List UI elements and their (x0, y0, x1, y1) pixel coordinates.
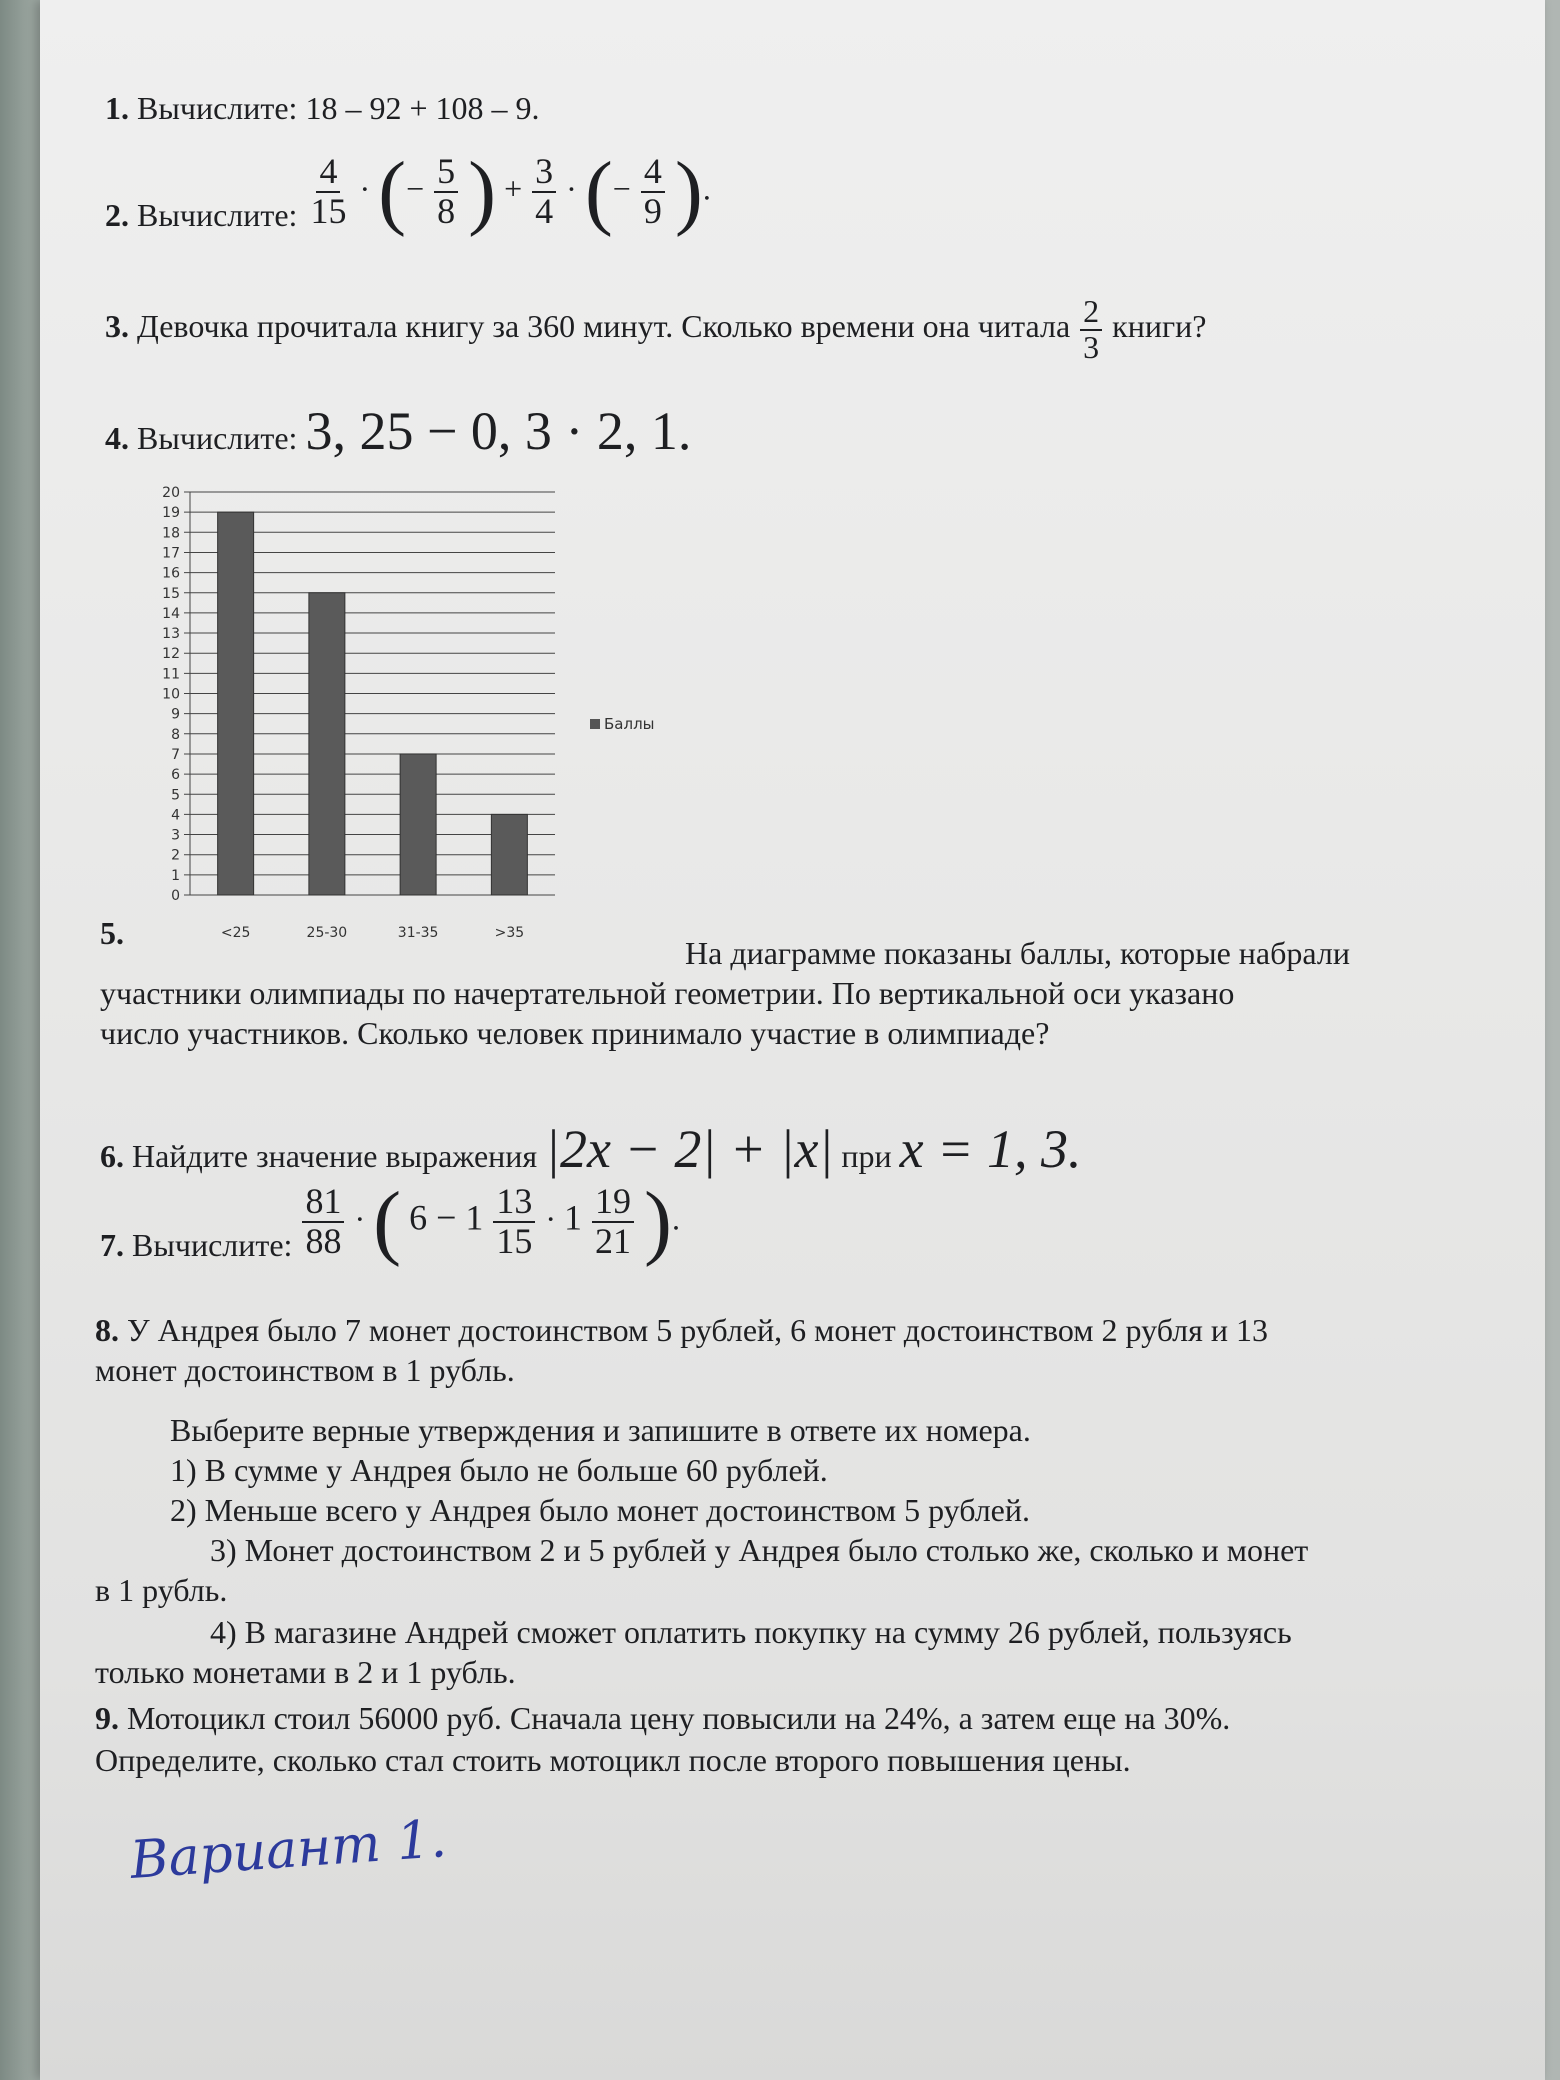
y-tick-label: 8 (171, 726, 180, 743)
task-text-tail: книги? (1112, 307, 1207, 344)
task-label: Вычислите: (137, 90, 298, 126)
task-condition: x = 1, 3. (899, 1119, 1082, 1179)
bar (309, 593, 345, 895)
y-tick-label: 12 (162, 646, 180, 663)
task-1 (105, 90, 539, 127)
x-tick-label: >35 (494, 925, 525, 941)
task-4 (105, 400, 691, 462)
task-3 (105, 295, 1206, 364)
task-number: 2. (105, 197, 129, 234)
y-tick-label: 3 (171, 827, 180, 844)
task-8-option-4: 4) В магазине Андрей сможет оплатить покупку на сумму 26 рублей, пользуясь (210, 1614, 1292, 1650)
task-label: Вычислите: (132, 1227, 293, 1264)
x-tick-label: <25 (220, 925, 251, 941)
y-tick-label: 16 (162, 565, 180, 582)
task-text: Найдите значение выражения (132, 1138, 538, 1174)
task-2: 2. Вычислите: $\frac{4}{15}$ · (− $\frac{5}{8}$ ) + $\frac{3}{4}$ · (− $\frac{4}{9}$ ). (105, 145, 711, 238)
y-tick-label: 6 (171, 767, 180, 784)
task-8-line1 (95, 1312, 1268, 1349)
handwritten-variant-label: Вариант 1. (128, 1809, 449, 1891)
y-tick-label: 1 (171, 867, 180, 884)
legend-swatch (590, 719, 600, 729)
y-tick-label: 17 (162, 545, 180, 562)
fraction: $\frac{2}{3}$ (1080, 295, 1102, 364)
fraction: $\frac{81}{88}$ (302, 1183, 344, 1261)
task-pri: при (841, 1138, 892, 1174)
y-tick-label: 18 (162, 525, 180, 542)
task-text: Девочка прочитала книгу за 360 минут. Сколько времени она читала (137, 307, 1071, 344)
task-9-line1 (95, 1700, 1230, 1737)
task-8-line2: монет достоинством в 1 рубль. (95, 1352, 515, 1388)
task-number: 7. (100, 1227, 124, 1264)
task-label: Вычислите: (137, 197, 298, 234)
task-number: 6. (100, 1138, 124, 1174)
task-number: 3. (105, 307, 129, 344)
y-tick-label: 20 (162, 485, 180, 501)
task-text: У Андрея было 7 монет достоинством 5 рублей, 6 монет достоинством 2 рубля и 13 (127, 1312, 1268, 1348)
task-8-option-3: 3) Монет достоинством 2 и 5 рублей у Андрея было столько же, сколько и монет (210, 1532, 1309, 1568)
y-tick-label: 10 (162, 686, 180, 703)
y-tick-label: 13 (162, 626, 180, 643)
legend-label: Баллы (604, 715, 655, 733)
y-tick-label: 9 (171, 706, 180, 723)
task-9-line2: Определите, сколько стал стоить мотоцикл после второго повышения цены. (95, 1742, 1131, 1778)
task-8-intro: Выберите верные утверждения и запишите в ответе их номера. (170, 1412, 1031, 1448)
task-8-option-4-cont: только монетами в 2 и 1 рубль. (95, 1654, 516, 1690)
fraction: $\frac{3}{4}$ (532, 153, 556, 231)
task-number: 4. (105, 420, 129, 456)
task-number: 5. (100, 915, 124, 951)
chart-legend (590, 715, 655, 733)
y-tick-label: 15 (162, 585, 180, 602)
x-tick-label: 31-35 (397, 925, 439, 941)
task-8-option-2: 2) Меньше всего у Андрея было монет достоинством 5 рублей. (170, 1492, 1030, 1528)
task-expression: |2x − 2| + |x| (545, 1119, 834, 1179)
task-8-option-1: 1) В сумме у Андрея было не больше 60 рублей. (170, 1452, 828, 1488)
task-expression: 18 – 92 + 108 – 9. (305, 90, 540, 126)
task-5-number (100, 915, 124, 952)
task-number: 8. (95, 1312, 119, 1348)
fraction: $\frac{4}{9}$ (641, 153, 665, 231)
y-tick-label: 2 (171, 847, 180, 864)
y-tick-label: 14 (162, 605, 180, 622)
fraction: $\frac{13}{15}$ (493, 1183, 535, 1261)
bar (491, 814, 527, 895)
y-tick-label: 5 (171, 787, 180, 804)
task-5-text-line1: На диаграмме показаны баллы, которые набрали (685, 935, 1350, 971)
task-5-text-line3: число участников. Сколько человек принимало участие в олимпиаде? (100, 1015, 1050, 1051)
fraction: $\frac{19}{21}$ (592, 1183, 634, 1261)
x-tick-label: 25-30 (306, 925, 348, 941)
bar (400, 754, 436, 895)
task-5-text-line2: участники олимпиады по начертательной геометрии. По вертикальной оси указано (100, 975, 1235, 1011)
task-label: Вычислите: (137, 420, 298, 456)
y-tick-label: 19 (162, 505, 180, 522)
task-number: 1. (105, 90, 129, 126)
task-7: 7. Вычислите: $\frac{81}{88}$ · ( 6 − 1 $\frac{13}{15}$ · 1 $\frac{19}{21}$ ). (100, 1175, 681, 1268)
fraction: $\frac{4}{15}$ (310, 151, 347, 231)
y-tick-label: 0 (171, 888, 180, 904)
task-number: 9. (95, 1700, 119, 1736)
fraction: $\frac{5}{8}$ (434, 153, 458, 231)
y-tick-label: 7 (171, 746, 180, 763)
bar (218, 512, 254, 895)
y-tick-label: 11 (162, 666, 180, 683)
task-8-option-3-cont: в 1 рубль. (95, 1572, 228, 1608)
task-expression: 3, 25 − 0, 3 · 2, 1. (305, 401, 692, 461)
task-6 (100, 1118, 1082, 1180)
task-text: Мотоцикл стоил 56000 руб. Сначала цену повысили на 24%, а затем еще на 30%. (127, 1700, 1231, 1736)
y-tick-label: 4 (171, 807, 180, 824)
